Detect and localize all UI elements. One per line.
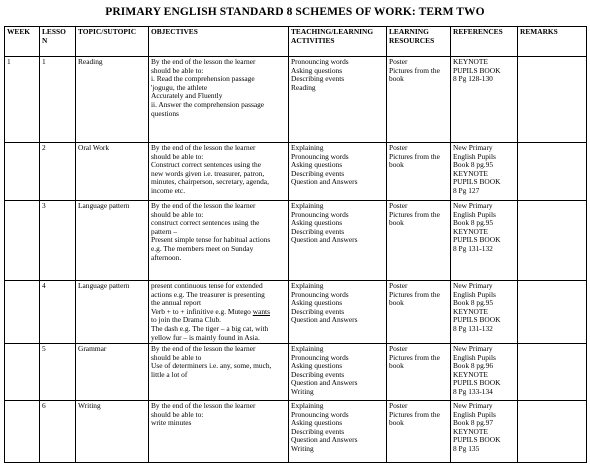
cell-activities: Explaining Pronouncing words Asking questions Describing events Question and Answers (289, 201, 387, 281)
cell-resources: Poster Pictures from the book (387, 344, 451, 401)
table-row (5, 201, 587, 281)
cell-topic: Writing (76, 401, 149, 463)
cell-remarks (518, 401, 587, 463)
cell-remarks (518, 281, 587, 344)
schemes-of-work-table (4, 26, 587, 463)
table-row (5, 281, 587, 344)
cell-lesson: 2 (40, 143, 76, 201)
cell-remarks (518, 201, 587, 281)
underlined-word: wants (252, 306, 270, 316)
cell-week (5, 143, 40, 201)
cell-objectives: present continuous tense for extended actions e.g. The treasurer is presenting the annual report Verb + to + infinitive e.g. Mutego wants to join the Drama Club. The dash e.g. The tiger – a big cat, with yellow fur – is mainly found in Asia. (149, 281, 289, 344)
cell-week (5, 201, 40, 281)
cell-objectives: By the end of the lesson the learner should be able to: i. Read the comprehension passage 'jogugu, the athlete Accurately and Fluently ii. Answer the comprehension passage questions (149, 57, 289, 143)
cell-week: 1 (5, 57, 40, 143)
cell-activities: Pronouncing words Asking questions Describing events Reading (289, 57, 387, 143)
header-resources: LEARNING RESOURCES (387, 27, 451, 57)
cell-objectives: By the end of the lesson the learner should be able to: Construct correct sentences using the new words given i.e. treasurer, patron, minutes, chairperson, secretary, agenda, income etc. (149, 143, 289, 201)
cell-references: New Primary English Pupils Book 8 pg.95 KEYNOTE PUPILS BOOK 8 Pg 131-132 (451, 201, 518, 281)
cell-lesson: 1 (40, 57, 76, 143)
cell-remarks (518, 143, 587, 201)
cell-activities: Explaining Pronouncing words Asking questions Describing events Question and Answers Writing (289, 401, 387, 463)
cell-resources: Poster Pictures from the book (387, 281, 451, 344)
table-row (5, 57, 587, 143)
cell-references: KEYNOTE PUPILS BOOK 8 Pg 128-130 (451, 57, 518, 143)
cell-lesson: 5 (40, 344, 76, 401)
header-objectives: OBJECTIVES (149, 27, 289, 57)
cell-objectives: By the end of the lesson the learner should be able to: construct correct sentences using the pattern – Present simple tense for habitual actions e.g. The members meet on Sunday afternoon. (149, 201, 289, 281)
header-topic: TOPIC/SUTOPIC (76, 27, 149, 57)
header-references: REFERENCES (451, 27, 518, 57)
cell-lesson: 3 (40, 201, 76, 281)
cell-topic: Reading (76, 57, 149, 143)
cell-references: New Primary English Pupils Book 8 pg.96 KEYNOTE PUPILS BOOK 8 Pg 133-134 (451, 344, 518, 401)
header-remarks: REMARKS (518, 27, 587, 57)
table-row (5, 401, 587, 463)
header-week: WEEK (5, 27, 40, 57)
table-row (5, 344, 587, 401)
table-header-row (5, 27, 587, 57)
cell-references: New Primary English Pupils Book 8 pg.95 KEYNOTE PUPILS BOOK 8 Pg 131-132 (451, 281, 518, 344)
cell-week (5, 281, 40, 344)
cell-activities: Explaining Pronouncing words Asking questions Describing events Question and Answers (289, 143, 387, 201)
cell-lesson: 6 (40, 401, 76, 463)
cell-references: New Primary English Pupils Book 8 pg.97 KEYNOTE PUPILS BOOK 8 Pg 135 (451, 401, 518, 463)
cell-lesson: 4 (40, 281, 76, 344)
cell-references: New Primary English Pupils Book 8 pg.95 KEYNOTE PUPILS BOOK 8 Pg 127 (451, 143, 518, 201)
cell-remarks (518, 57, 587, 143)
cell-objectives: By the end of the lesson the learner should be able to: write minutes (149, 401, 289, 463)
cell-activities: Explaining Pronouncing words Asking questions Describing events Question and Answers Writing (289, 344, 387, 401)
cell-topic: Oral Work (76, 143, 149, 201)
cell-resources: Poster Pictures from the book (387, 401, 451, 463)
header-activities: TEACHING/LEARNING ACTIVITIES (289, 27, 387, 57)
cell-objectives: By the end of the lesson the learner should be able to Use of determiners i.e. any, some, much, little a lot of (149, 344, 289, 401)
cell-resources: Poster Pictures from the book (387, 201, 451, 281)
document-title: PRIMARY ENGLISH STANDARD 8 SCHEMES OF WORK: TERM TWO (105, 6, 485, 18)
cell-topic: Language pattern (76, 281, 149, 344)
cell-remarks (518, 344, 587, 401)
cell-resources: Poster Pictures from the book (387, 57, 451, 143)
cell-week (5, 401, 40, 463)
cell-topic: Language pattern (76, 201, 149, 281)
header-lesson: LESSO N (40, 27, 76, 57)
cell-week (5, 344, 40, 401)
table-row (5, 143, 587, 201)
cell-topic: Grammar (76, 344, 149, 401)
cell-resources: Poster Pictures from the book (387, 143, 451, 201)
cell-activities: Explaining Pronouncing words Asking questions Describing events Question and Answers (289, 281, 387, 344)
